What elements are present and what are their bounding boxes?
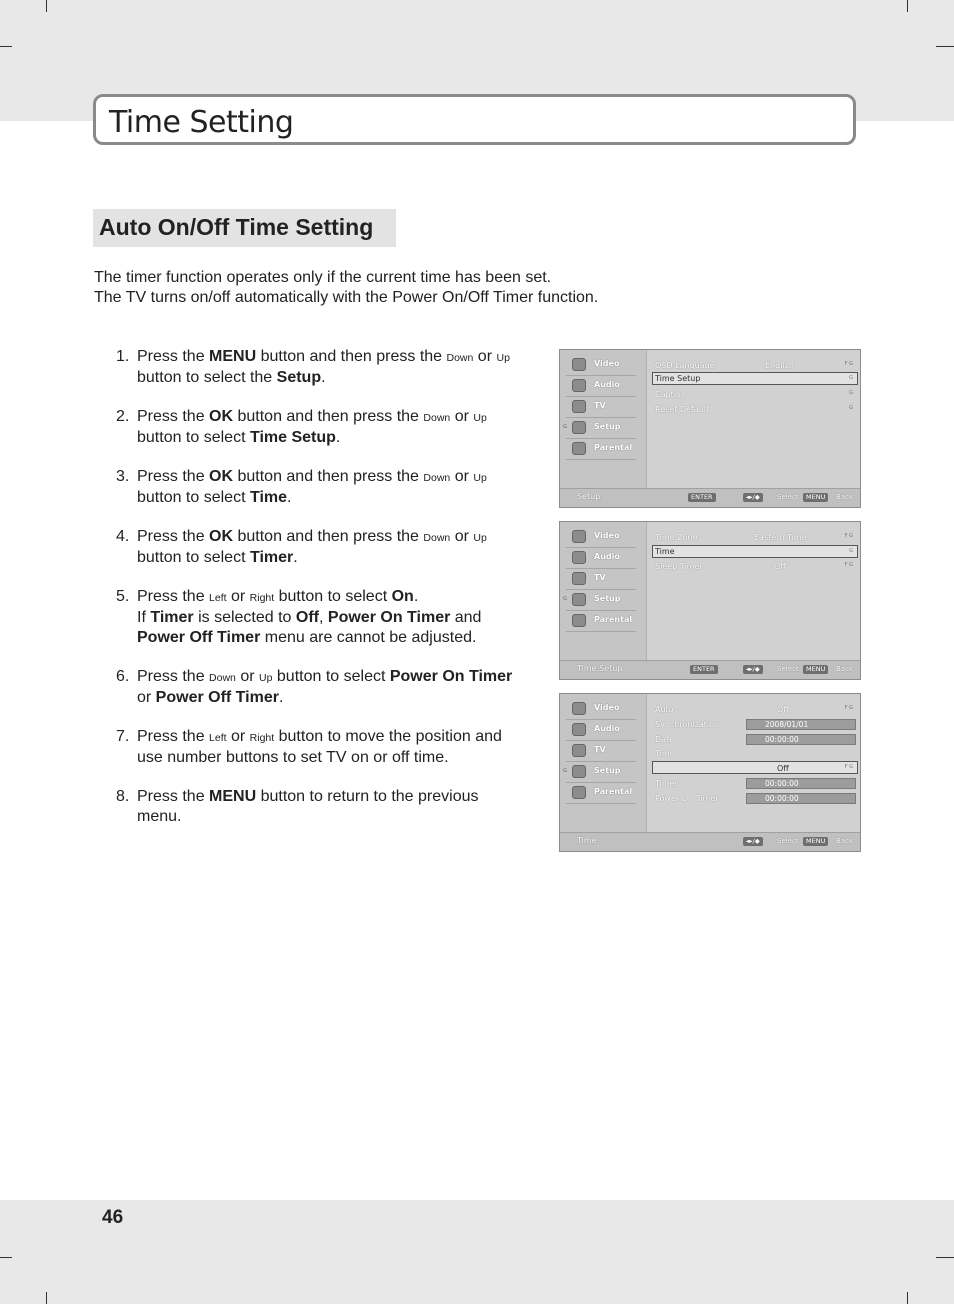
section-heading-bar [93,209,396,247]
step-text: Press the OK button and then press the Down or Up button to select Time. [137,468,487,506]
osd-field-date: 00:00:00 [746,734,856,745]
nav-arrows-icon: ◂▸/◆ [743,493,763,502]
step-number: 1. [116,348,130,365]
osd-value-auto: Off [777,705,789,714]
osd-row-date: Date [655,735,675,744]
osd-row-caption: Caption [655,390,686,399]
menu-key: MENU [803,493,828,502]
osd-sidebar-item-video: Video [566,355,636,376]
parental-icon [572,786,586,799]
osd-sidebar [560,522,647,661]
menu-key: MENU [803,837,828,846]
step-item [116,407,526,448]
crop-mark [0,1257,12,1258]
osd-field-synchronization: 2008/01/01 [746,719,856,730]
right-key: Right [249,732,275,744]
down-key: Down [446,352,474,364]
crop-mark [46,0,47,12]
osd-sidebar-item-setup: G Setup [566,590,636,611]
up-key: Up [473,472,487,484]
crop-mark [936,46,954,47]
video-icon [572,530,586,543]
enter-key: ENTER [690,665,718,674]
intro-text [94,268,598,308]
step-number: 7. [116,728,130,745]
right-key: Right [249,592,275,604]
osd-row-sleep-timer: Sleep Timer [655,562,703,571]
tv-icon [572,572,586,585]
osd-row-time: Time [655,749,675,758]
osd-row-reset-default: Reset Default [655,405,710,414]
osd-field-timer: 00:00:00 [746,778,856,789]
osd-sidebar-item-audio: Audio [566,548,636,569]
step-text: Press the Left or Right button to select On. If Timer is selected to Off, Power On Timer and Power Off Timer menu are cannot be adjusted. [137,588,482,646]
osd-sidebar-item-tv: TV [566,741,636,762]
osd-selected-row [652,545,858,558]
enter-key: ENTER [688,493,716,502]
osd-sidebar-item-video: Video [566,699,636,720]
step-item [116,467,526,508]
osd-sidebar-item-audio: Audio [566,720,636,741]
audio-icon [572,379,586,392]
step-text: Press the Left or Right button to move the position and use number buttons to set TV on or off time. [137,728,502,766]
osd-row-synchronization: Synchronization [655,720,720,729]
step-number: 2. [116,408,130,425]
up-key: Up [496,352,510,364]
audio-icon [572,551,586,564]
osd-row-time: Time [655,547,675,556]
osd-sidebar [560,350,647,489]
osd-screen-time: Video Audio TV G Setup Parental Auto Off F G Synchronization 2008/01/01 Date 00:00:00 Time Off F G Timer 00:00:00 Power On Timer 00:00:00 Time ◂▸/◆ Select MENU Back [559,693,861,852]
down-key: Down [423,412,451,424]
osd-selected-row [652,761,858,774]
page-title: Time Setting [109,105,294,140]
step-number: 8. [116,788,130,805]
step-list [116,347,526,846]
osd-row-timer: Timer [655,779,678,788]
osd-sidebar-item-parental: Parental [566,439,636,460]
osd-bottom-bar: Setup ENTER ◂▸/◆ Select MENU Back [560,488,860,507]
up-key: Up [473,412,487,424]
step-number: 6. [116,668,130,685]
parental-icon [572,614,586,627]
step-item [116,587,526,648]
crop-mark [907,0,908,12]
osd-row-power-on-timer: Power On Timer [655,794,719,803]
crop-mark [936,1257,954,1258]
setup-icon [572,765,586,778]
setup-icon [572,421,586,434]
osd-bottom-bar: Time Setup ENTER ◂▸/◆ Select MENU Back [560,660,860,679]
osd-row-time-setup: Time Setup [655,374,701,383]
osd-sidebar-item-audio: Audio [566,376,636,397]
up-key: Up [473,532,487,544]
osd-sidebar-item-parental: Parental [566,783,636,804]
osd-row-time-zone: Time Zone [655,533,698,542]
tv-icon [572,744,586,757]
step-number: 5. [116,588,130,605]
step-number: 4. [116,528,130,545]
audio-icon [572,723,586,736]
step-text: Press the MENU button and then press the Down or Up button to select the Setup. [137,348,510,386]
osd-sidebar-item-tv: TV [566,397,636,418]
osd-value-eastern-time: Eastern Time [754,533,807,542]
left-key: Left [209,732,227,744]
osd-row-osd-language: OSD Language [655,361,715,370]
step-item [116,727,526,768]
osd-screen-time-setup: Video Audio TV G Setup Parental Time Zone Eastern Time F G Time G Sleep Timer Off F G Time Setup ENTER ◂▸/◆ Select MENU Back [559,521,861,680]
osd-sidebar-item-setup: G Setup [566,762,636,783]
bottom-band [0,1200,954,1304]
section-heading: Auto On/Off Time Setting [99,214,374,240]
left-key: Left [209,592,227,604]
parental-icon [572,442,586,455]
menu-key: MENU [803,665,828,674]
page-number: 46 [102,1207,124,1228]
crop-mark [907,1292,908,1304]
step-item [116,527,526,568]
crop-mark [46,1292,47,1304]
page-title-box [93,94,856,145]
up-key: Up [259,672,273,684]
intro-line-1: The timer function operates only if the current time has been set. [94,269,552,286]
step-item [116,787,526,827]
nav-arrows-icon: ◂▸/◆ [743,837,763,846]
video-icon [572,358,586,371]
step-text: Press the OK button and then press the Down or Up button to select Timer. [137,528,487,566]
step-item [116,347,526,388]
osd-screen-setup: Video Audio TV G Setup Parental OSD Language English F G Time Setup G Caption G Reset Default G Setup ENTER ◂▸/◆ Select MENU Back [559,349,861,508]
setup-icon [572,593,586,606]
intro-line-2: The TV turns on/off automatically with the Power On/Off Timer function. [94,289,599,306]
step-text: Press the Down or Up button to select Power On Timer or Power Off Timer. [137,668,513,706]
osd-field-power-on-timer: 00:00:00 [746,793,856,804]
step-item [116,667,526,708]
osd-sidebar-item-video: Video [566,527,636,548]
osd-value-off: Off [774,562,786,571]
down-key: Down [423,532,451,544]
crop-mark [0,46,12,47]
video-icon [572,702,586,715]
osd-sidebar [560,694,647,833]
osd-value-selected: Off [777,764,789,773]
osd-sidebar-item-parental: Parental [566,611,636,632]
tv-icon [572,400,586,413]
step-number: 3. [116,468,130,485]
osd-row-auto: Auto [655,705,674,714]
osd-sidebar-item-tv: TV [566,569,636,590]
osd-value-english: English [765,361,794,370]
osd-sidebar-item-setup: G Setup [566,418,636,439]
step-text: Press the MENU button to return to the previous menu. [137,788,479,825]
down-key: Down [209,672,236,684]
down-key: Down [423,472,451,484]
osd-bottom-bar: Time ◂▸/◆ Select MENU Back [560,832,860,851]
step-text: Press the OK button and then press the Down or Up button to select Time Setup. [137,408,487,446]
nav-arrows-icon: ◂▸/◆ [743,665,763,674]
